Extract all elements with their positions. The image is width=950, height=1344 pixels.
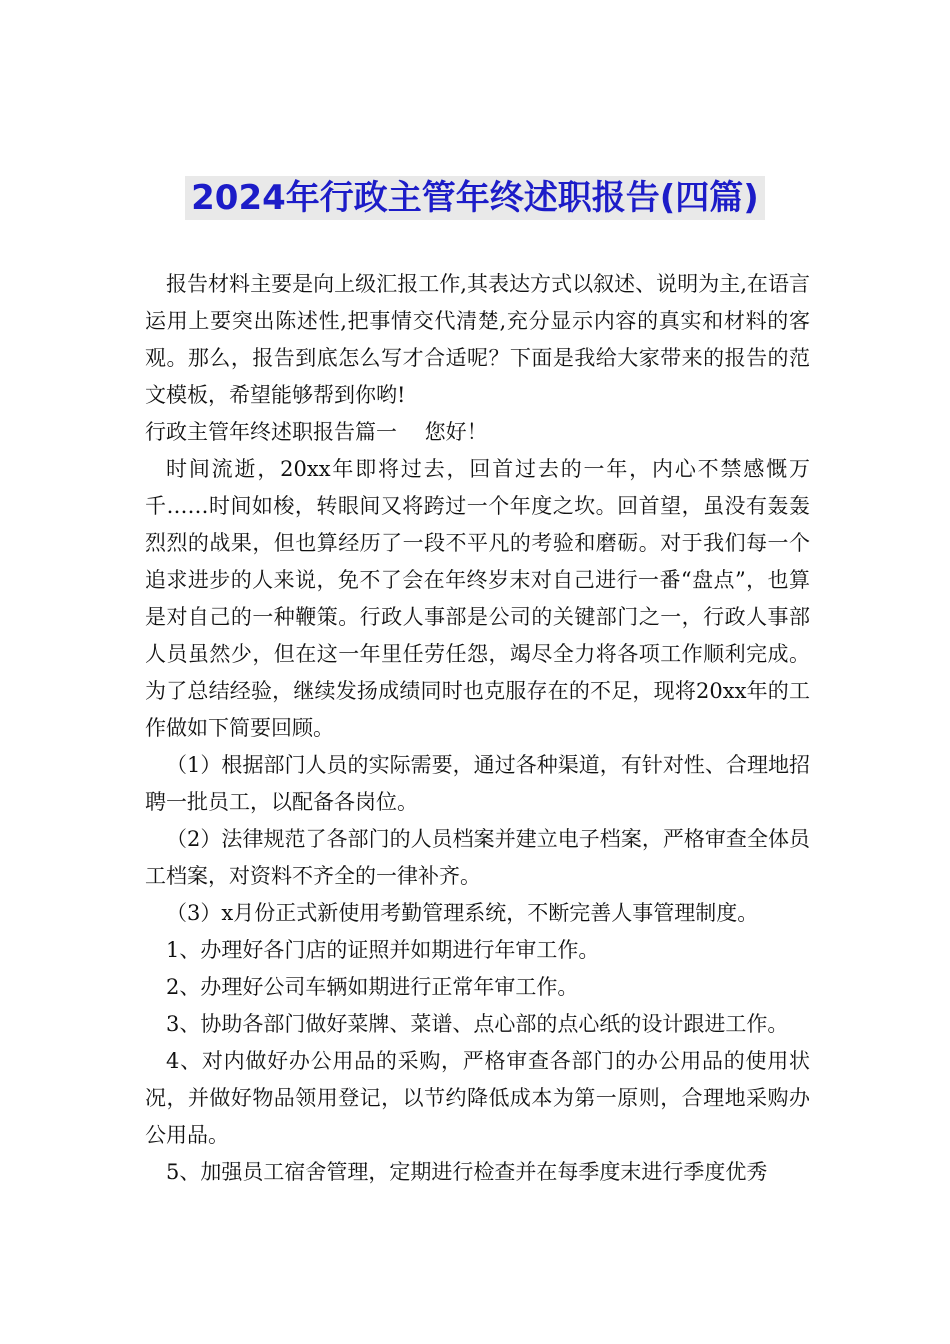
page-title: 2024年行政主管年终述职报告(四篇): [185, 176, 765, 220]
list-item: （1）根据部门人员的实际需要，通过各种渠道，有针对性、合理地招聘一批员工，以配备各岗位。: [145, 753, 810, 814]
list-item: （3）x月份正式新使用考勤管理系统，不断完善人事管理制度。: [166, 901, 759, 925]
list-item: 3、协助各部门做好菜牌、菜谱、点心部的点心纸的设计跟进工作。: [166, 1012, 789, 1036]
list-item: 2、办理好公司车辆如期进行正常年审工作。: [166, 975, 579, 999]
document-body: [145, 266, 810, 1191]
list-item: 1、办理好各门店的证照并如期进行年审工作。: [166, 938, 600, 962]
section-heading: 行政主管年终述职报告篇一 您好！: [145, 420, 488, 444]
list-item: 5、加强员工宿舍管理，定期进行检查并在每季度末进行季度优秀: [166, 1160, 768, 1184]
list-item: 4、对内做好办公用品的采购，严格审查各部门的办公用品的使用状况，并做好物品领用登记，以节约降低成本为第一原则，合理地采购办公用品。: [145, 1049, 810, 1147]
list-item: （2）法律规范了各部门的人员档案并建立电子档案，严格审查全体员工档案，对资料不齐全的一律补齐。: [145, 827, 810, 888]
body-paragraph: 时间流逝，20xx年即将过去，回首过去的一年，内心不禁感慨万千……时间如梭，转眼间又将跨过一个年度之坎。回首望，虽没有轰轰烈烈的战果，但也算经历了一段不平凡的考验和磨砺。对于我们每一个追求进步的人来说，免不了会在年终岁末对自己进行一番“盘点”，也算是对自己的一种鞭策。行政人事部是公司的关键部门之一，行政人事部人员虽然少，但在这一年里任劳任怨，竭尽全力将各项工作顺利完成。为了总结经验，继续发扬成绩同时也克服存在的不足，现将20xx年的工作做如下简要回顾。: [145, 457, 810, 740]
intro-paragraph: 报告材料主要是向上级汇报工作,其表达方式以叙述、说明为主,在语言运用上要突出陈述性,把事情交代清楚,充分显示内容的真实和材料的客观。那么，报告到底怎么写才合适呢？下面是我给大家带来的报告的范文模板，希望能够帮到你哟!: [145, 272, 810, 407]
title-area: [0, 176, 950, 220]
